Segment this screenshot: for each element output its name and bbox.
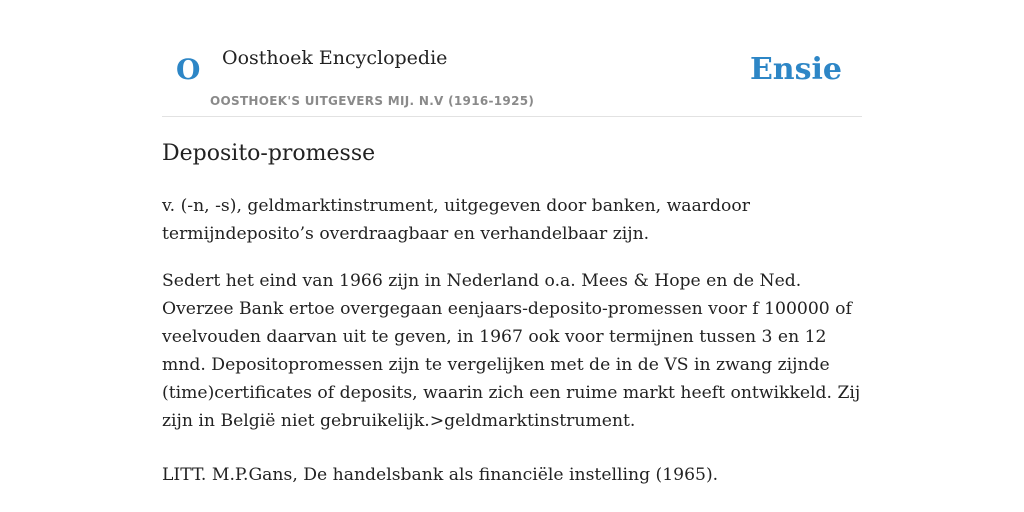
body-paragraph-end: . — [629, 411, 636, 431]
cross-reference-link[interactable]: >geldmarktinstrument — [429, 411, 630, 431]
site-header — [162, 0, 862, 117]
page-title: Deposito-promesse — [162, 141, 376, 166]
site-title[interactable]: Oosthoek Encyclopedie — [222, 47, 448, 69]
article — [162, 138, 862, 489]
body-paragraph — [162, 267, 862, 435]
body-paragraph-text: Sedert het eind van 1966 zijn in Nederland o.a. Mees & Hope en de Ned. Overzee Bank ertoe overgegaan eenjaars-deposito-promessen voor f 100000 of veelvouden daarvan uit te geven, in 1967 ook voor termijnen tussen 3 en 12 mnd. Depositopromessen zijn te vergelijken met de in de VS in zwang zijnde (time)certificates of deposits, waarin zich een ruime markt heeft ontwikkeld. Zij zijn in België niet gebruikelijk. — [162, 271, 861, 431]
brand-logo[interactable]: Ensie — [749, 52, 842, 87]
literature-reference: LITT. M.P.Gans, De handelsbank als financiële instelling (1965). — [162, 465, 719, 485]
definition-paragraph: v. (-n, -s), geldmarktinstrument, uitgegeven door banken, waardoor termijndeposito’s overdraagbaar en verhandelbaar zijn. — [162, 196, 750, 244]
site-subtitle: OOSTHOEK'S UITGEVERS MIJ. N.V (1916-1925) — [210, 94, 535, 108]
logo-icon[interactable]: O — [176, 53, 201, 86]
